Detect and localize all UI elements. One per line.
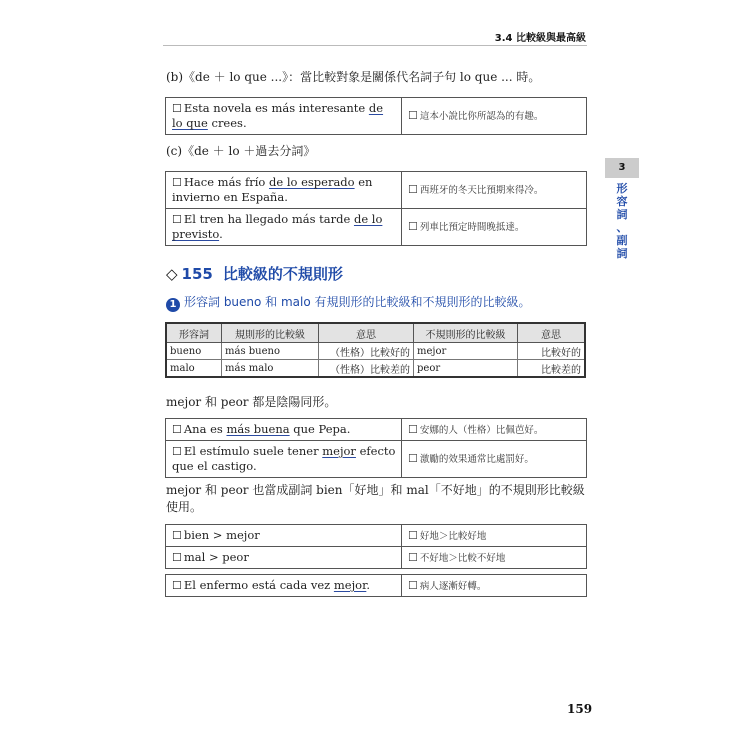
table-row [166, 360, 585, 378]
spanish-sentence: ☐ Ana es más buena que Pepa. [166, 419, 402, 441]
checkbox-icon: ☐ [172, 445, 182, 458]
example-row [166, 575, 587, 597]
table-header-row [166, 323, 585, 343]
page-number: 159 [567, 702, 593, 716]
diamond-icon: ◇ [166, 265, 178, 283]
adverb-row [166, 547, 587, 569]
checkbox-icon: ☐ [172, 213, 182, 226]
table-cell: malo [166, 360, 222, 378]
table-cell: mejor [414, 343, 518, 360]
checkbox-icon: ☐ [172, 551, 182, 564]
checkbox-icon: ☐ [408, 452, 418, 465]
chapter-tab-label-text: 形 容 詞 、 副 詞 [616, 182, 628, 260]
table-cell: （性格）比較差的 [319, 360, 414, 378]
section-c-heading: (c)《de ＋ lo ＋過去分詞》 [166, 144, 316, 158]
table-cell: bueno [166, 343, 222, 360]
section-b-table [165, 97, 587, 135]
example-row [166, 419, 587, 441]
chapter-tab-label [610, 182, 634, 260]
table-cell: peor [414, 360, 518, 378]
chinese-translation: ☐ 激勵的效果通常比處罰好。 [402, 441, 587, 478]
column-header: 規則形的比較級 [222, 323, 319, 343]
spanish-sentence: ☐ Hace más frío de lo esperado en invierno en España. [166, 172, 402, 209]
examples-table-1 [165, 418, 587, 478]
checkbox-icon: ☐ [408, 550, 418, 564]
subsection-heading: 1 形容詞 bueno 和 malo 有規則形的比較級和不規則形的比較級。 [166, 293, 531, 312]
section-155-title [166, 263, 343, 284]
comparison-table [165, 322, 586, 378]
chinese-translation: ☐ 安娜的人（性格）比佩芭好。 [402, 419, 587, 441]
header-divider [163, 45, 587, 46]
spanish-sentence: ☐ El enfermo está cada vez mejor. [166, 575, 402, 597]
column-header: 意思 [319, 323, 414, 343]
adverb-forms: ☐ mal > peor [166, 547, 402, 569]
column-header: 形容詞 [166, 323, 222, 343]
example-row [166, 98, 587, 135]
example-row [166, 209, 587, 246]
numbered-circle-icon: 1 [166, 298, 180, 312]
note-gender: mejor 和 peor 都是陰陽同形。 [166, 395, 337, 409]
note-adverbs: mejor 和 peor 也當成副詞 bien「好地」和 mal「不好地」的不規則形比較級使用。 [166, 483, 585, 514]
adverb-row [166, 525, 587, 547]
chinese-translation: ☐ 好地＞比較好地 [402, 525, 587, 547]
section-c-table [165, 171, 587, 246]
spanish-sentence: ☐ Esta novela es más interesante de lo que crees. [166, 98, 402, 135]
chinese-translation: ☐ 這本小說比你所認為的有趣。 [402, 98, 587, 135]
checkbox-icon: ☐ [172, 423, 182, 436]
chapter-tab-number: 3 [605, 158, 639, 178]
section-b-heading: (b)《de ＋ lo que ...》：當比較對象是關係代名詞子句 lo que ... 時。 [166, 70, 541, 84]
checkbox-icon: ☐ [172, 176, 182, 189]
checkbox-icon: ☐ [408, 578, 418, 592]
chinese-translation: ☐ 病人逐漸好轉。 [402, 575, 587, 597]
column-header: 意思 [518, 323, 586, 343]
table-cell: más bueno [222, 343, 319, 360]
spanish-sentence: ☐ El estímulo suele tener mejor efecto que el castigo. [166, 441, 402, 478]
checkbox-icon: ☐ [408, 528, 418, 542]
checkbox-icon: ☐ [408, 109, 418, 122]
table-cell: 比較好的 [518, 343, 586, 360]
chinese-translation: ☐ 西班牙的冬天比預期來得冷。 [402, 172, 587, 209]
table-cell: 比較差的 [518, 360, 586, 378]
table-row [166, 343, 585, 360]
running-header: 3.4 比較級與最高級 [494, 33, 586, 44]
examples-table-2 [165, 574, 587, 597]
column-header: 不規則形的比較級 [414, 323, 518, 343]
checkbox-icon: ☐ [172, 102, 182, 115]
adverbs-table [165, 524, 587, 569]
section-title-text: 比較級的不規則形 [222, 265, 343, 283]
table-cell: （性格）比較好的 [319, 343, 414, 360]
chinese-translation: ☐ 不好地＞比較不好地 [402, 547, 587, 569]
checkbox-icon: ☐ [408, 220, 418, 233]
chinese-translation: ☐ 列車比預定時間晚抵達。 [402, 209, 587, 246]
adverb-forms: ☐ bien > mejor [166, 525, 402, 547]
example-row [166, 172, 587, 209]
checkbox-icon: ☐ [172, 579, 182, 592]
checkbox-icon: ☐ [408, 183, 418, 196]
spanish-sentence: ☐ El tren ha llegado más tarde de lo previsto. [166, 209, 402, 246]
section-number: 155 [181, 265, 213, 283]
table-cell: más malo [222, 360, 319, 378]
checkbox-icon: ☐ [408, 422, 418, 436]
checkbox-icon: ☐ [172, 529, 182, 542]
example-row [166, 441, 587, 478]
